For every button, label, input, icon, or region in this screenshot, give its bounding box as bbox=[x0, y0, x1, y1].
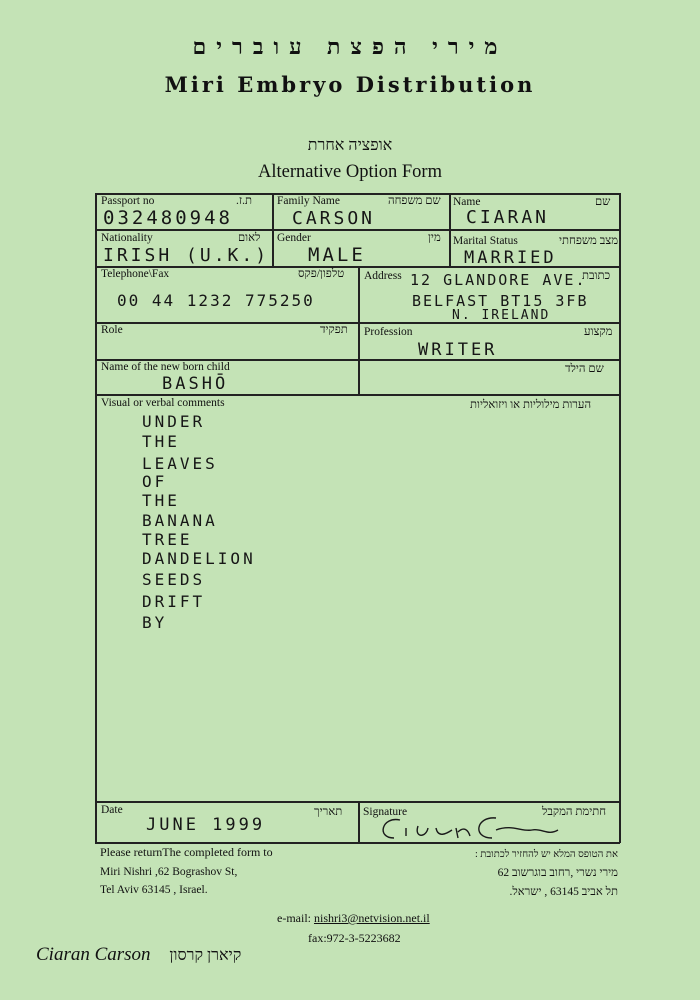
caption-name-he: קיארן קרסון bbox=[169, 947, 242, 964]
comments-label-he: הערות מילוליות או ויזואליות bbox=[470, 399, 592, 411]
family-name-label: Family Name bbox=[277, 195, 340, 207]
marital-status-value: MARRIED bbox=[464, 248, 557, 268]
poem-line: DANDELION bbox=[142, 549, 256, 568]
poem-line: THE bbox=[142, 432, 180, 451]
marital-status-label: Marital Status bbox=[453, 235, 518, 247]
poem-line: BY bbox=[142, 613, 168, 632]
footer-city-line-he: תל אביב 63145 , ישראל. bbox=[509, 886, 618, 898]
poem-line: DRIFT bbox=[142, 592, 206, 611]
fax-number: fax:972-3-5223682 bbox=[308, 931, 401, 945]
poem-line: LEAVES bbox=[142, 454, 218, 473]
telephone-value: 00 44 1232 775250 bbox=[117, 291, 315, 310]
title-hebrew: מירי הפצת עוברים bbox=[192, 34, 508, 59]
poem-line: UNDER bbox=[142, 412, 206, 431]
family-name-label-he: שם משפחה bbox=[388, 195, 441, 207]
gender-label-he: מין bbox=[428, 232, 441, 244]
profession-value: WRITER bbox=[418, 340, 498, 360]
caption-name-en: Ciaran Carson bbox=[36, 944, 151, 965]
passport-label-he: ת.ז. bbox=[236, 195, 252, 207]
subtitle-english: Alternative Option Form bbox=[258, 162, 442, 182]
poem-line: OF bbox=[142, 472, 168, 491]
footer-address-line: Miri Nishri ,62 Bograshov St, bbox=[100, 866, 238, 878]
signature-label: Signature bbox=[363, 806, 408, 818]
date-label: Date bbox=[101, 804, 123, 816]
poem-line: THE bbox=[142, 491, 180, 510]
subtitle-hebrew: אופציה אחרת bbox=[307, 137, 393, 154]
address-line-3: N. IRELAND bbox=[452, 308, 551, 323]
name-label-he: שם bbox=[595, 196, 611, 208]
email-row bbox=[277, 911, 430, 926]
profession-label: Profession bbox=[364, 326, 413, 338]
role-label-he: תפקיד bbox=[320, 324, 348, 336]
family-name-value: CARSON bbox=[292, 208, 376, 229]
email-label: e-mail: bbox=[277, 911, 311, 925]
nationality-label: Nationality bbox=[101, 232, 153, 244]
footer-return-line: Please returnThe completed form to bbox=[100, 845, 273, 859]
gender-label: Gender bbox=[277, 232, 311, 244]
poem-line: TREE bbox=[142, 530, 193, 549]
date-value: JUNE 1999 bbox=[146, 815, 266, 835]
nationality-value: IRISH (U.K.) bbox=[103, 245, 270, 266]
passport-value: 032480948 bbox=[103, 207, 233, 229]
footer-return-line-he: את הטופס המלא יש להחזיר לכתובת : bbox=[474, 849, 618, 860]
email-link[interactable]: nishri3@netvision.net.il bbox=[313, 911, 430, 925]
child-name-label-he: שם הילד bbox=[565, 363, 604, 375]
signature-label-he: חתימת המקבל bbox=[542, 806, 607, 818]
child-name-value: BASHŌ bbox=[162, 374, 229, 394]
name-value: CIARAN bbox=[466, 207, 550, 228]
address-line-1: 12 GLANDORE AVE. bbox=[410, 271, 587, 289]
role-label: Role bbox=[101, 324, 123, 336]
nationality-label-he: לאום bbox=[238, 232, 261, 244]
name-label: Name bbox=[453, 196, 481, 208]
marital-status-label-he: מצב משפחתי bbox=[559, 235, 619, 247]
address-label: Address bbox=[364, 270, 402, 282]
footer-city-line: Tel Aviv 63145 , Israel. bbox=[100, 884, 208, 896]
footer-address-line-he: מירי נשרי ,רחוב בוגרשוב 62 bbox=[497, 867, 618, 879]
title-english: Miri Embryo Distribution bbox=[164, 72, 536, 97]
telephone-label: Telephone\Fax bbox=[101, 268, 170, 280]
comments-label: Visual or verbal comments bbox=[101, 397, 225, 409]
passport-label: Passport no bbox=[101, 195, 155, 207]
poem-line: BANANA bbox=[142, 511, 218, 530]
gender-value: MALE bbox=[308, 244, 366, 266]
date-label-he: תאריך bbox=[314, 806, 343, 818]
profession-label-he: מקצוע bbox=[584, 326, 613, 338]
signature-scribble bbox=[372, 808, 572, 842]
poem-line: SEEDS bbox=[142, 570, 206, 589]
bottom-caption bbox=[36, 944, 241, 966]
address-line-2: BELFAST BT15 3FB bbox=[412, 292, 589, 310]
address-label-he: כתובת bbox=[582, 270, 611, 282]
telephone-label-he: טלפון/פקס bbox=[298, 268, 345, 280]
child-name-label: Name of the new born child bbox=[101, 361, 230, 373]
